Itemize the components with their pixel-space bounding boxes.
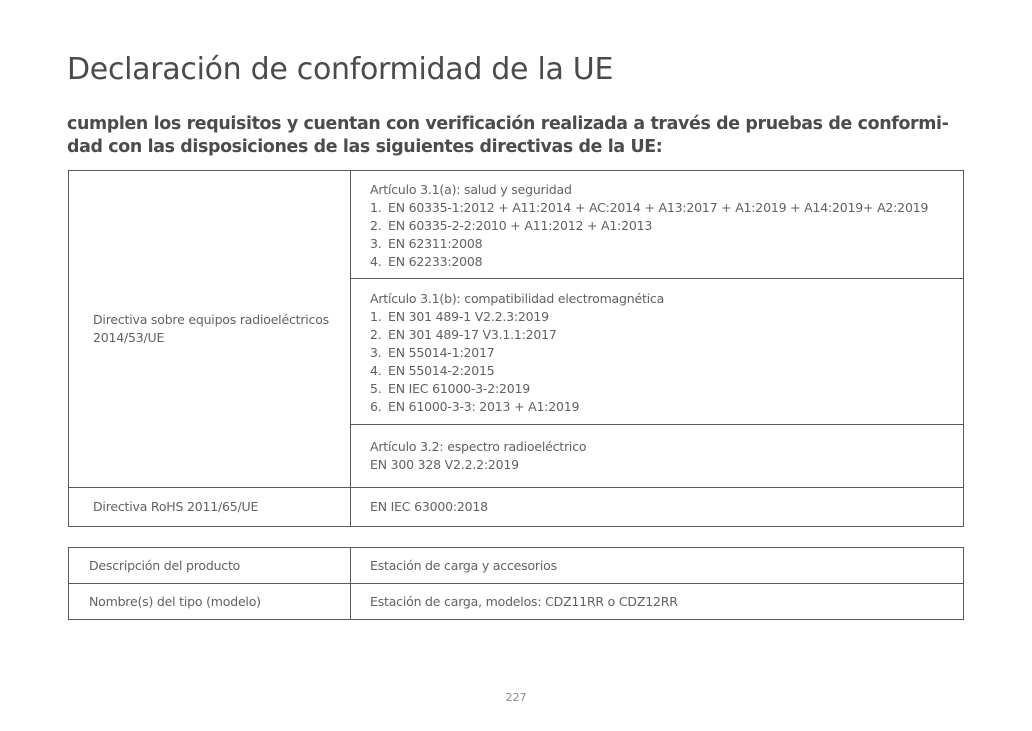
model-name-value: Estación de carga, modelos: CDZ11RR o CDZ12RR — [351, 584, 964, 620]
list-item: 4. EN 62233:2008 — [370, 253, 483, 269]
table-row — [69, 584, 964, 620]
product-description-label: Descripción del producto — [69, 548, 351, 584]
standard-text: EN 300 328 V2.2.2:2019 — [370, 457, 519, 472]
list-item: 2. EN 60335-2-2:2010 + A11:2012 + A1:2013 — [370, 217, 653, 233]
rohs-standard: EN IEC 63000:2018 — [351, 488, 964, 527]
page-number: 227 — [505, 691, 527, 704]
table-row — [69, 171, 964, 279]
product-table — [68, 547, 964, 620]
list-item: 3. EN 55014-1:2017 — [370, 344, 495, 360]
list-item: 1. EN 60335-1:2012 + A11:2014 + AC:2014 + A13:2017 + A1:2019 + A14:2019+ A2:2019 — [370, 199, 929, 215]
red-directive-number: 2014/53/UE — [93, 330, 165, 345]
product-description-value: Estación de carga y accesorios — [351, 548, 964, 584]
list-item: 3. EN 62311:2008 — [370, 235, 483, 251]
red-directive-name: Directiva sobre equipos radioeléctricos — [93, 312, 329, 327]
red-directive-cell — [69, 171, 351, 488]
article-heading: Artículo 3.2: espectro radioeléctrico — [370, 439, 587, 454]
intro-paragraph: cumplen los requisitos y cuentan con verificación realizada a través de pruebas de conformi-dad con las disposiciones de las siguientes directivas de la UE: — [67, 114, 949, 157]
list-item: 4. EN 55014-2:2015 — [370, 362, 495, 378]
article-3-1b-cell — [351, 279, 964, 425]
directives-table — [68, 170, 964, 527]
article-heading: Artículo 3.1(a): salud y seguridad — [370, 181, 572, 197]
article-3-2-cell — [351, 425, 964, 488]
list-item: 2. EN 301 489-17 V3.1.1:2017 — [370, 326, 557, 342]
article-heading: Artículo 3.1(b): compatibilidad electromagnética — [370, 290, 665, 306]
article-3-1a-cell — [351, 171, 964, 279]
list-item: 5. EN IEC 61000-3-2:2019 — [370, 380, 531, 396]
rohs-directive-name: Directiva RoHS 2011/65/UE — [69, 488, 351, 527]
model-name-label: Nombre(s) del tipo (modelo) — [69, 584, 351, 620]
page-title: Declaración de conformidad de la UE — [67, 52, 614, 87]
list-item: 6. EN 61000-3-3: 2013 + A1:2019 — [370, 398, 580, 414]
list-item: 1. EN 301 489-1 V2.2.3:2019 — [370, 308, 549, 324]
table-row — [69, 488, 964, 527]
table-row — [69, 548, 964, 584]
